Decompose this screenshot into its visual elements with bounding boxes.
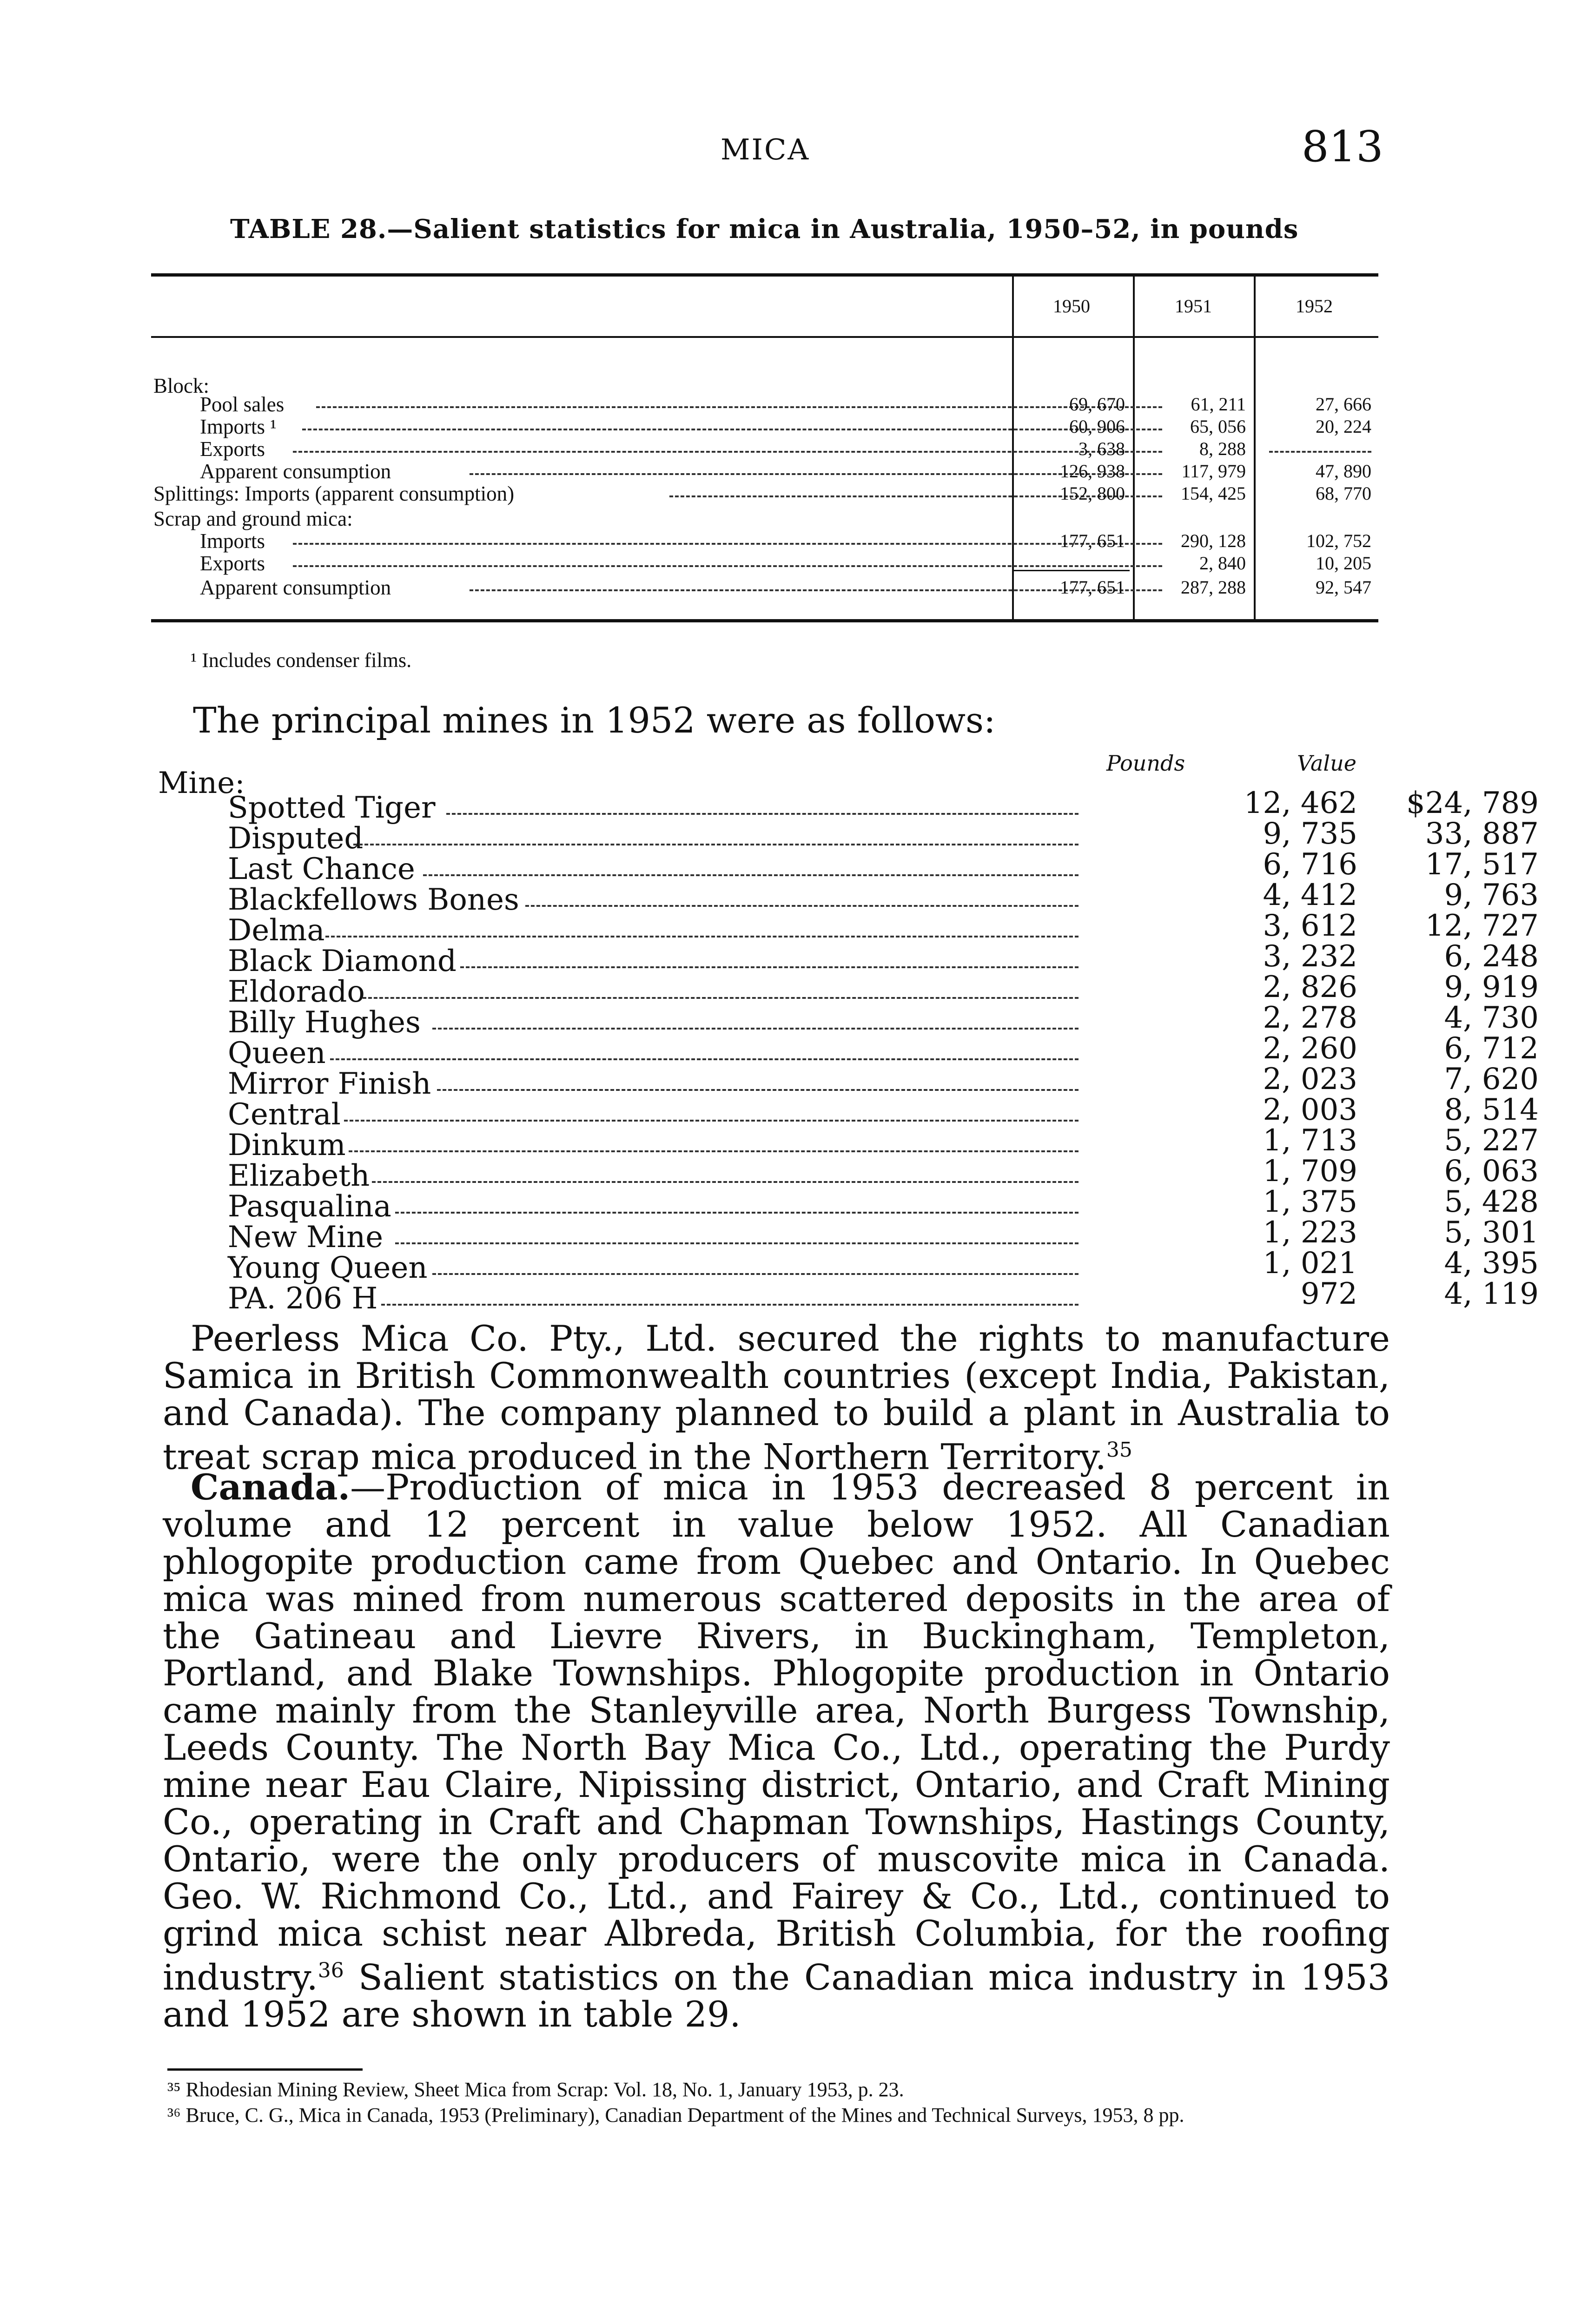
mine-pounds: 2, 023 xyxy=(1263,1062,1357,1096)
row-label: Pool sales xyxy=(200,393,285,416)
mine-pounds: 972 xyxy=(1300,1277,1357,1311)
row-label: Scrap and ground mica: xyxy=(153,507,353,530)
paragraph-text: Peerless Mica Co. Pty., Ltd. secured the rights to manufacture Samica in British Commonwealth countries (except India, Pakistan, and Canada). The company planned to build a plant in Australia to treat scrap mica produced in the Northern Territory. xyxy=(163,1318,1390,1478)
footnote-ref: 35 xyxy=(1106,1438,1132,1462)
table-row xyxy=(153,508,1376,530)
cell-1952: 20, 224 xyxy=(1316,416,1371,437)
row-label: Exports xyxy=(200,437,265,461)
table-bottom-rule xyxy=(151,619,1378,622)
mine-name: Billy Hughes xyxy=(228,1005,421,1040)
mines-intro: The principal mines in 1952 were as follows: xyxy=(193,700,996,741)
mine-pounds: 6, 716 xyxy=(1263,847,1357,882)
mine-value: 12, 727 xyxy=(1425,909,1539,943)
table-row xyxy=(153,552,1376,574)
mine-value: 7, 620 xyxy=(1444,1062,1539,1096)
mine-pounds: 1, 713 xyxy=(1263,1123,1357,1158)
paragraph-text: —Production of mica in 1953 decreased 8 percent in volume and 12 percent in value below 1952. All Canadian phlogopite production came from Quebec and Ontario. In Quebec mica was mined from numerous scattered deposits in the area of the Gatineau and Lievre Rivers, in Buckingham, Templeton, Portland, and Blake Townships. Phlogopite production in Ontario came mainly from the Stanleyville area, North Burgess Township, Leeds County. The North Bay Mica Co., Ltd., operating the Purdy mine near Eau Claire, Nipissing district, Ontario, and Craft Mining Co., operating in Craft and Chapman Townships, Hastings County, Ontario, were the only producers of muscovite mica in Canada. Geo. W. Richmond Co., Ltd., and Fairey & Co., Ltd., continued to grind mica schist near Albreda, British Columbia, for the roofing industry. xyxy=(163,1466,1390,1998)
table-row xyxy=(153,438,1376,460)
table-header-rule xyxy=(151,336,1378,338)
table-col-header: 1950 xyxy=(1053,296,1090,317)
leader-dots xyxy=(293,552,1162,567)
mine-name: Disputed xyxy=(228,821,364,856)
mine-value: 4, 395 xyxy=(1444,1246,1539,1281)
mine-value: 9, 919 xyxy=(1444,970,1539,1004)
mine-name: Delma xyxy=(228,913,325,948)
table-footnote: ¹ Includes condenser films. xyxy=(191,649,412,672)
leader-dots xyxy=(395,1191,1079,1214)
leader-dots xyxy=(1269,438,1371,453)
mine-value: 8, 514 xyxy=(1444,1093,1539,1127)
mine-value: 6, 712 xyxy=(1444,1031,1539,1066)
footnote-rule xyxy=(167,2068,363,2071)
cell-1951: 61, 211 xyxy=(1191,394,1246,415)
mine-name: PA. 206 H xyxy=(228,1281,378,1316)
cell-1950: 69, 670 xyxy=(1069,394,1125,415)
mine-row xyxy=(167,1277,1539,1316)
leader-dots xyxy=(353,823,1079,845)
leader-dots xyxy=(395,1222,1079,1244)
row-label: Apparent consumption xyxy=(200,576,391,599)
cell-1950: 177, 651 xyxy=(1060,577,1125,598)
row-label: Block: xyxy=(153,374,209,397)
col-header-value: Value xyxy=(1297,751,1356,776)
mine-pounds: 2, 260 xyxy=(1263,1031,1357,1066)
cell-1950: 60, 906 xyxy=(1069,416,1125,437)
leader-dots xyxy=(423,854,1079,876)
cell-1950: 152, 800 xyxy=(1060,483,1125,504)
mine-pounds: 1, 709 xyxy=(1263,1154,1357,1188)
mine-pounds: 3, 612 xyxy=(1263,909,1357,943)
mine-name: Young Queen xyxy=(228,1251,428,1285)
mine-pounds: 2, 003 xyxy=(1263,1093,1357,1127)
mine-pounds: 1, 021 xyxy=(1263,1246,1357,1281)
leader-dots xyxy=(363,977,1079,999)
leader-dots xyxy=(432,1007,1079,1030)
row-label: Imports xyxy=(200,529,265,553)
mine-pounds: 1, 375 xyxy=(1263,1185,1357,1219)
mines-heading: Mine: xyxy=(158,766,245,800)
mine-name: Elizabeth xyxy=(228,1159,370,1193)
mine-value: 17, 517 xyxy=(1425,847,1539,882)
mine-name: Spotted Tiger xyxy=(228,791,436,825)
mine-name: Central xyxy=(228,1097,341,1132)
leader-dots xyxy=(344,1099,1079,1122)
mine-value: 5, 227 xyxy=(1444,1123,1539,1158)
mine-pounds: 4, 412 xyxy=(1263,878,1357,912)
mine-pounds: 2, 826 xyxy=(1263,970,1357,1004)
mine-value: 4, 730 xyxy=(1444,1001,1539,1035)
cell-1952: 102, 752 xyxy=(1306,530,1371,551)
mine-name: Eldorado xyxy=(228,975,365,1009)
subtotal-rule xyxy=(1013,570,1130,571)
row-label: Apparent consumption xyxy=(200,460,391,483)
cell-1951: 117, 979 xyxy=(1181,461,1246,482)
mine-value: 9, 763 xyxy=(1444,878,1539,912)
leader-dots xyxy=(446,792,1079,815)
cell-1951: 290, 128 xyxy=(1181,530,1246,551)
footnote-35: ³⁵ Rhodesian Mining Review, Sheet Mica from Scrap: Vol. 18, No. 1, January 1953, p. 23. xyxy=(167,2078,904,2101)
cell-1952: 68, 770 xyxy=(1316,483,1371,504)
mine-name: Dinkum xyxy=(228,1128,346,1162)
mine-value: 33, 887 xyxy=(1425,817,1539,851)
mine-pounds: 9, 735 xyxy=(1263,817,1357,851)
table-row xyxy=(153,460,1376,482)
mine-value: 6, 248 xyxy=(1444,939,1539,974)
mine-name: Pasqualina xyxy=(228,1189,391,1224)
cell-1952: 47, 890 xyxy=(1316,461,1371,482)
mine-value: $24, 789 xyxy=(1406,786,1539,820)
cell-1952: 10, 205 xyxy=(1316,553,1371,574)
mine-name: Queen xyxy=(228,1036,326,1070)
paragraph-peerless xyxy=(163,1318,1390,1478)
leader-dots xyxy=(330,1038,1079,1060)
mine-name: New Mine xyxy=(228,1220,384,1254)
table-row xyxy=(153,482,1376,505)
running-head: MICA xyxy=(721,132,810,166)
table-top-rule xyxy=(151,273,1378,277)
leader-dots xyxy=(460,946,1079,968)
footnote-ref: 36 xyxy=(318,1959,344,1982)
row-label: Imports ¹ xyxy=(200,415,277,438)
mine-value: 6, 063 xyxy=(1444,1154,1539,1188)
cell-1952: 92, 547 xyxy=(1316,577,1371,598)
cell-1951: 8, 288 xyxy=(1199,438,1246,459)
cell-1951: 2, 840 xyxy=(1199,553,1246,574)
mine-name: Black Diamond xyxy=(228,944,457,978)
mine-pounds: 3, 232 xyxy=(1263,939,1357,974)
page-number: 813 xyxy=(1302,122,1383,172)
leader-dots xyxy=(525,885,1079,907)
paragraph-canada xyxy=(163,1466,1390,2035)
paragraph-text: Salient statistics on the Canadian mica industry in 1953 and 1952 are shown in table 29. xyxy=(163,1956,1390,2035)
mine-pounds: 2, 278 xyxy=(1263,1001,1357,1035)
table-title: TABLE 28.—Salient statistics for mica in Australia, 1950–52, in pounds xyxy=(230,214,1299,244)
cell-1950: 126, 938 xyxy=(1060,461,1125,482)
cell-1951: 65, 056 xyxy=(1190,416,1246,437)
section-lead: Canada. xyxy=(191,1466,351,1508)
table-col-header: 1951 xyxy=(1175,296,1212,317)
table-row xyxy=(153,576,1376,599)
leader-dots xyxy=(381,1283,1079,1306)
cell-1950: 177, 651 xyxy=(1060,530,1125,551)
leader-dots xyxy=(437,1069,1079,1091)
mine-pounds: 12, 462 xyxy=(1244,786,1357,820)
row-label: Splittings: Imports (apparent consumption) xyxy=(153,482,515,505)
col-header-pounds: Pounds xyxy=(1106,751,1185,776)
table-row xyxy=(153,416,1376,438)
row-label: Exports xyxy=(200,552,265,575)
leader-dots xyxy=(349,1130,1079,1152)
cell-1951: 287, 288 xyxy=(1181,577,1246,598)
mine-name: Blackfellows Bones xyxy=(228,883,519,917)
leader-dots xyxy=(325,915,1079,938)
mine-value: 4, 119 xyxy=(1444,1277,1539,1311)
table-row xyxy=(153,393,1376,416)
cell-1951: 154, 425 xyxy=(1181,483,1246,504)
table-col-header: 1952 xyxy=(1296,296,1333,317)
footnote-36: ³⁶ Bruce, C. G., Mica in Canada, 1953 (Preliminary), Canadian Department of the Mines and Technical Surveys, 1953, 8 pp. xyxy=(167,2104,1184,2126)
mine-pounds: 1, 223 xyxy=(1263,1215,1357,1250)
leader-dots xyxy=(372,1161,1079,1183)
cell-1952: 27, 666 xyxy=(1316,394,1371,415)
mine-name: Mirror Finish xyxy=(228,1067,431,1101)
table-row xyxy=(153,530,1376,552)
cell-1950: 3, 638 xyxy=(1079,438,1125,459)
mine-value: 5, 301 xyxy=(1444,1215,1539,1250)
mine-name: Last Chance xyxy=(228,852,415,886)
leader-dots xyxy=(432,1253,1079,1275)
mine-value: 5, 428 xyxy=(1444,1185,1539,1219)
